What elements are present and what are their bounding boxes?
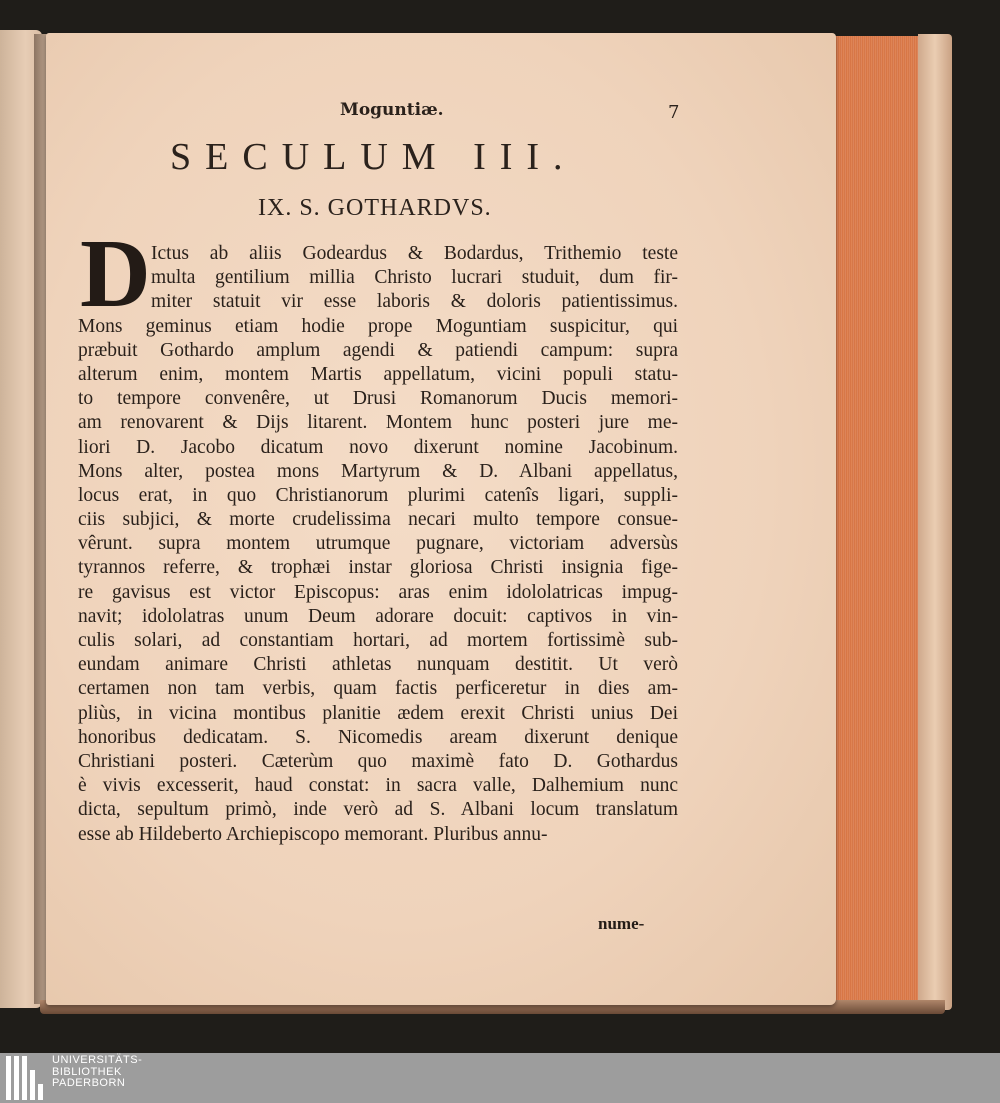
text-line: honoribus dedicatam. S. Nicomedis aream dixerunt denique [78,726,678,748]
text-line: dicta, sepultum primò, inde verò ad S. Albani locum translatum [78,799,678,821]
body-text [78,242,678,847]
text-line: ciis subjici, & morte crudelissima necari multo tempore consue- [78,509,678,531]
library-logo-icon [6,1056,46,1100]
logo-line: BIBLIOTHEK [52,1065,122,1078]
text-line: to tempore convenêre, ut Drusi Romanorum Ducis memori- [78,388,678,410]
text-line: esse ab Hildeberto Archiepiscopo memorant. Pluribus annu- [78,823,548,845]
text-line: pliùs, in vicina montibus planitie ædem erexit Christi unius Dei [78,702,678,724]
text-line: Mons geminus etiam hodie prope Moguntiam suspicitur, qui [78,315,678,337]
text-line: navit; idololatras unum Deum adorare docuit: captivos in vin- [78,605,678,627]
page-block-edge [820,36,932,1002]
text-line: è vivis excesserit, haud constat: in sacra valle, Dalhemium nunc [78,775,678,797]
chapter-title: SECULUM III. [170,136,577,178]
text-line: alterum enim, montem Martis appellatum, vicini populi statu- [78,363,678,385]
drop-cap: D [80,220,151,328]
text-line: culis solari, ad constantiam hortari, ad mortem fortissimè sub- [78,630,678,651]
text-line: Mons alter, postea mons Martyrum & D. Albani appellatus, [78,460,678,482]
section-heading: IX. S. GOTHARDVS. [258,195,492,221]
text-line: miter statuit vir esse laboris & doloris patientissimus. [151,291,678,313]
library-footer-bar [0,1053,1000,1103]
library-logo-text [52,1055,142,1090]
text-line: certamen non tam verbis, quam factis perficeretur in dies am- [78,678,678,700]
text-line: præbuit Gothardo amplum agendi & patiendi campum: supra [78,339,678,361]
logo-line: UNIVERSITÄTS- [52,1054,143,1066]
text-line: Ictus ab aliis Godeardus & Bodardus, Trithemio teste [151,243,678,264]
text-line: liori D. Jacobo dicatum novo dixerunt nomine Jacobinum. [78,436,678,458]
text-line: am renovarent & Dijs litarent. Montem hunc posteri jure me- [78,412,678,434]
text-line: re gavisus est victor Episcopus: aras enim idololatricas impug- [78,581,678,603]
page-number: 7 [668,102,680,123]
text-line: tyrannos referre, & trophæi instar gloriosa Christi insignia fige- [78,557,678,579]
text-line: Christiani posteri. Cæterùm quo maximè fato D. Gothardus [78,750,678,772]
logo-line: PADERBORN [52,1077,126,1089]
text-line: locus erat, in quo Christianorum plurimi catenîs ligari, suppli- [78,484,678,506]
catchword: nume- [598,914,645,933]
running-head: Moguntiæ. [340,100,444,120]
text-line: eundam animare Christi athletas nunquam destitit. Ut verò [78,654,678,676]
text-line: vêrunt. supra montem utrumque pugnare, victoriam adversùs [78,533,678,555]
book-cover-edge [918,34,952,1010]
text-line: multa gentilium millia Christo lucrari studuit, dum fir- [151,267,678,289]
